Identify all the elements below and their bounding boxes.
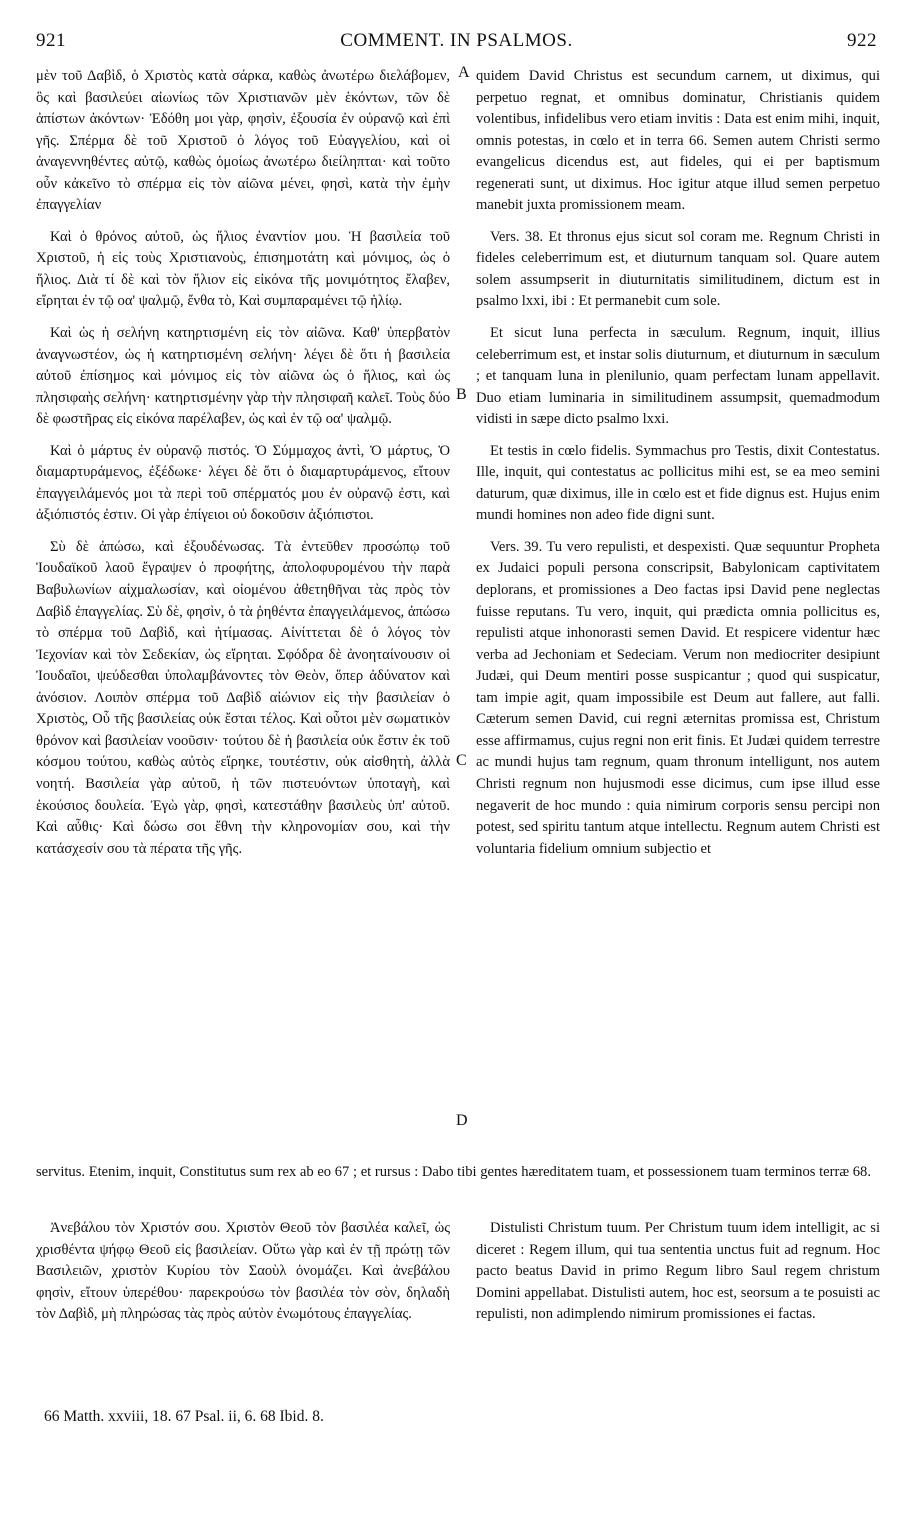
footnotes: 66 Matth. xxviii, 18. 67 Psal. ii, 6. 68 Ibid. 8. [44,1408,324,1425]
section-marker-a: A [458,64,470,81]
greek-column-bottom [36,1218,450,1326]
greek-paragraph: Σὺ δὲ ἀπώσω, καὶ ἐξουδένωσας. Τὰ ἐντεῦθεν προσώπῳ τοῦ Ἰουδαϊκοῦ λαοῦ ἔγραψεν ὁ προφήτης, ἀπολοφυρομένου τὴν παρὰ Βαβυλωνίων αἰχμαλωσίαν, καὶ οἰομένου ἀθετηθῆναι τὰς πρὸς τὸν Δαβὶδ ἐπαγγελίας. Σὺ δὲ, φησὶν, ὁ τὰ ῥηθέντα ἐπαγγειλάμενος, ἀπώσω τὸ σπέρμα τοῦ Δαβὶδ, καὶ ἠτίμασας. Αἰνίττεται δὲ ὁ λόγος τὸν Ἰεχονίαν καὶ τὸν Σεδεκίαν, ὡς εἴρηται. Σφόδρα δὲ ἀνοηταίνουσιν οἱ Ἰουδαῖοι, ψεύδεσθαι ὑπολαμβάνοντες τὸν Θεὸν, ὅπερ ἀδύνατον καὶ ἀνόσιον. Λοιπὸν σπέρμα τοῦ Δαβὶδ αἰώνιον εἰς τὴν βασιλείαν ὁ Χριστὸς, Οὗ τῆς βασιλείας οὐκ ἔσται τέλος. Καὶ οὗτοι μὲν σωματικὸν θρόνον καὶ βασιλείαν νοοῦσιν· τούτου δὲ ἡ βασιλεία οὐκ ἔστιν ἐκ τοῦ κόσμου τούτου, καθὼς αὐτὸς εἴρηκε, τουτέστιν, οὐκ αἰσθητὴ, ἀλλὰ νοητή. Βασιλεία γὰρ αὐτοῦ, ἡ τῶν πιστευόντων ὑποταγὴ, καὶ ἑκούσιος δουλεία. Ἐγὼ γὰρ, φησὶ, κατεστάθην βασιλεὺς ὑπ' αὐτοῦ. Καὶ αὖθις· Καὶ δώσω σοι ἔθνη τὴν κληρονομίαν σου, καὶ τὴν κατάσχεσίν σου τὰ πέρατα τῆς γῆς. [36,538,450,857]
section-marker-d: D [456,1112,468,1129]
latin-paragraph: Distulisti Christum tuum. Per Christum tuum idem intelligit, ac si diceret : Regem illum, qui tua sententia unctus fuit ad regnum. Hoc pacto beatus David in primo Regum libro Saul regem christum Domini appellabat. Distulisti autem, hoc est, seorsum a te posuisti ac repulisti, non adimplendo nimirum promissiones ei factas. [476,1220,880,1323]
greek-paragraph: μὲν τοῦ Δαβὶδ, ὁ Χριστὸς κατὰ σάρκα, καθὼς ἀνωτέρω διελάβομεν, ὃς καὶ βασιλεύει αἰωνίως τῶν Χριστιανῶν μὲν ἑκόντων, τῶν δὲ ἀπίστων ἀκόντων· Ἐδόθη μοι γὰρ, φησὶν, ἐξουσία ἐν οὐρανῷ καὶ ἐπὶ γῆς. Σπέρμα δὲ τοῦ Χριστοῦ ὁ λόγος τοῦ Εὐαγγελίου, καὶ οἱ ἀναγεννηθέντες αὐτῷ, καθὼς ὁμοίως ἀνωτέρω διείληπται· καὶ τοῦτο οὖν κἀκεῖνο τὸ σπέρμα εἰς τὸν αἰῶνα μένει, φησὶ, κατὰ τὴν ἐμὴν ἐπαγγελίαν [36,68,450,214]
running-title: COMMENT. IN PSALMOS. [340,30,573,51]
greek-paragraph: Ἀνεβάλου τὸν Χριστόν σου. Χριστὸν Θεοῦ τὸν βασιλέα καλεῖ, ὡς χρισθέντα ψήφῳ Θεοῦ εἰς βασιλείαν. Οὕτω γὰρ καὶ ἐν τῇ πρώτῃ τῶν Βασιλειῶν, χριστὸν Κυρίου τὸν Σαοὺλ ὀνομάζει. Καὶ ἀνεβάλου φησὶν, εἴτουν ὑπερέθου· παρεκρούσω τὸν βασιλέα τὸν σὸν, δηλαδὴ τὸν Δαβὶδ, μὴ πληρώσας τὰς πρὸς αὐτὸν ἐνωμότους ἐπαγγελίας. [36,1220,450,1323]
greek-paragraph: Καὶ ὡς ἡ σελήνη κατηρτισμένη εἰς τὸν αἰῶνα. Καθ' ὑπερβατὸν ἀναγνωστέον, ὡς ἡ κατηρτισμένη σελήνη· λέγει δὲ ὅτι ἡ βασιλεία αὐτοῦ ἐπίσημος καὶ μόνιμος εἰς τὸν αἰῶνα ὡς ὁ ἥλιος, καὶ ὡς πλησιφαὴς σελήνη· κατηρτισμένην γὰρ τὴν πλησιφαῆ καλεῖ. Τοὺς δύο δὲ φωστῆρας εἰς εἰκόνα παρέλαβεν, ὡς καὶ ἐν τῷ οα' ψαλμῷ. [36,325,450,428]
latin-paragraph: Et testis in cœlo fidelis. Symmachus pro Testis, dixit Contestatus. Ille, inquit, qui contestatus ac pollicitus mihi est, se ea meo semini daturum, quæ diximus, ille in cœlo est et fide dignus est. Hujus enim mundi homines non adeo fide digni sunt. [476,442,880,524]
greek-paragraph: Καὶ ὁ θρόνος αὐτοῦ, ὡς ἥλιος ἐναντίον μου. Ἡ βασιλεία τοῦ Χριστοῦ, ἡ εἰς τοὺς Χριστιανοὺς, ἐπισημοτάτη καὶ μόνιμος, ὡς ὁ ἥλιος. Διὰ τί δὲ καὶ τὸν ἥλιον εἰς εἰκόνα τῆς μονιμότητος ἔλαβεν, εἴρηται ἐν τῷ οα' ψαλμῷ, ἔνθα τὸ, Καὶ συμπαραμένει τῷ ἡλίῳ. [36,228,450,310]
latin-paragraph: Vers. 39. Tu vero repulisti, et despexisti. Quæ sequuntur Propheta ex Judaici populi persona conscripsit, Babylonicam captivitatem deplorans, et promissiones a Deo factas ipsi David pene neglectas fuisse reputans. Tu vero, inquit, qui prædicta omnia pollicitus es, repulisti atque inhonorasti semen David. Et respicere videntur hæc verba ad Jechoniam et Sedeciam. Verum non mediocriter desipiunt Judæi, qui Deum mentiri posse suspicantur ; quod qui suspicatur, tam impie agit, quam impossibile est Deum aut fallere, aut falli. Cæterum semen David, cui regni æternitas promissa est, Christum esse affirmamus, cujus regni non erit finis. Et Judæi quidem terrestre ac mundi hujus tam regnum, quam thronum intelligunt, nos autem Christi regnum non hujusmodi esse dicimus, cum ipse illud esse negaverit de hoc mundo : quia nimirum corporis sensu percipi non potest, sed spiritu tantum atque intellectu. Regnum autem Christi est voluntaria fidelium omnium subjectio et [476,538,880,857]
page-number-right: 922 [847,30,877,51]
latin-paragraph: quidem David Christus est secundum carnem, ut diximus, qui perpetuo regnat, et omnibus dominatur, Christianis quidem volentibus, infidelibus vero etiam invitis : Data est enim mihi, inquit, omnis potestas, in cœlo et in terra 66. Semen autem Christi sermo evangelicus dicendus est, aut fideles, qui ei per baptismum regenerati sunt, ut diximus. Hoc igitur atque illud semen perpetuo manebit juxta promissionem meam. [476,68,880,214]
latin-paragraph: Et sicut luna perfecta in sæculum. Regnum, inquit, illius celeberrimum est, et instar solis diuturnum, et diuturnum in sæculum ; et tanquam luna in plenilunio, quam perfectam lunam appellavit. Duo etiam luminaria in similitudinem assumpsit, quemadmodum vidisti in sæpe dicto psalmo lxxi. [476,325,880,428]
page-number-left: 921 [36,30,66,51]
latin-paragraph: Vers. 38. Et thronus ejus sicut sol coram me. Regnum Christi in fideles celeberrimum est, et diuturnum tanquam sol. Quare autem solem assumpserit in diuturnitatis similitudinem, dictum est in psalmo lxxi, ibi : Et permanebit cum sole. [476,228,880,310]
latin-column [476,66,880,860]
running-header [36,30,877,60]
section-marker-c: C [456,752,467,769]
continuation-line: servitus. Etenim, inquit, Constitutus sum rex ab eo 67 ; et rursus : Dabo tibi gentes hæreditatem tuam, et possessionem tuam terminos terræ 68. [36,1164,871,1180]
latin-column-bottom [476,1218,880,1326]
greek-column [36,66,450,860]
section-marker-b: B [456,386,467,403]
greek-paragraph: Καὶ ὁ μάρτυς ἐν οὐρανῷ πιστός. Ὁ Σύμμαχος ἀντὶ, Ὁ μάρτυς, Ὁ διαμαρτυράμενος, ἐξέδωκε· λέγει δὲ ὅτι ὁ διαμαρτυράμενος, εἴτουν ἐπαγγειλάμενός μοι τὰ περὶ τοῦ σπέρματός μου ἐν οὐρανῷ ἐστι, καὶ ἀξιόπιστός ἐστιν. Οἱ γὰρ ἐπίγειοι οὐ δοκοῦσιν ἀξιόπιστοι. [36,442,450,524]
